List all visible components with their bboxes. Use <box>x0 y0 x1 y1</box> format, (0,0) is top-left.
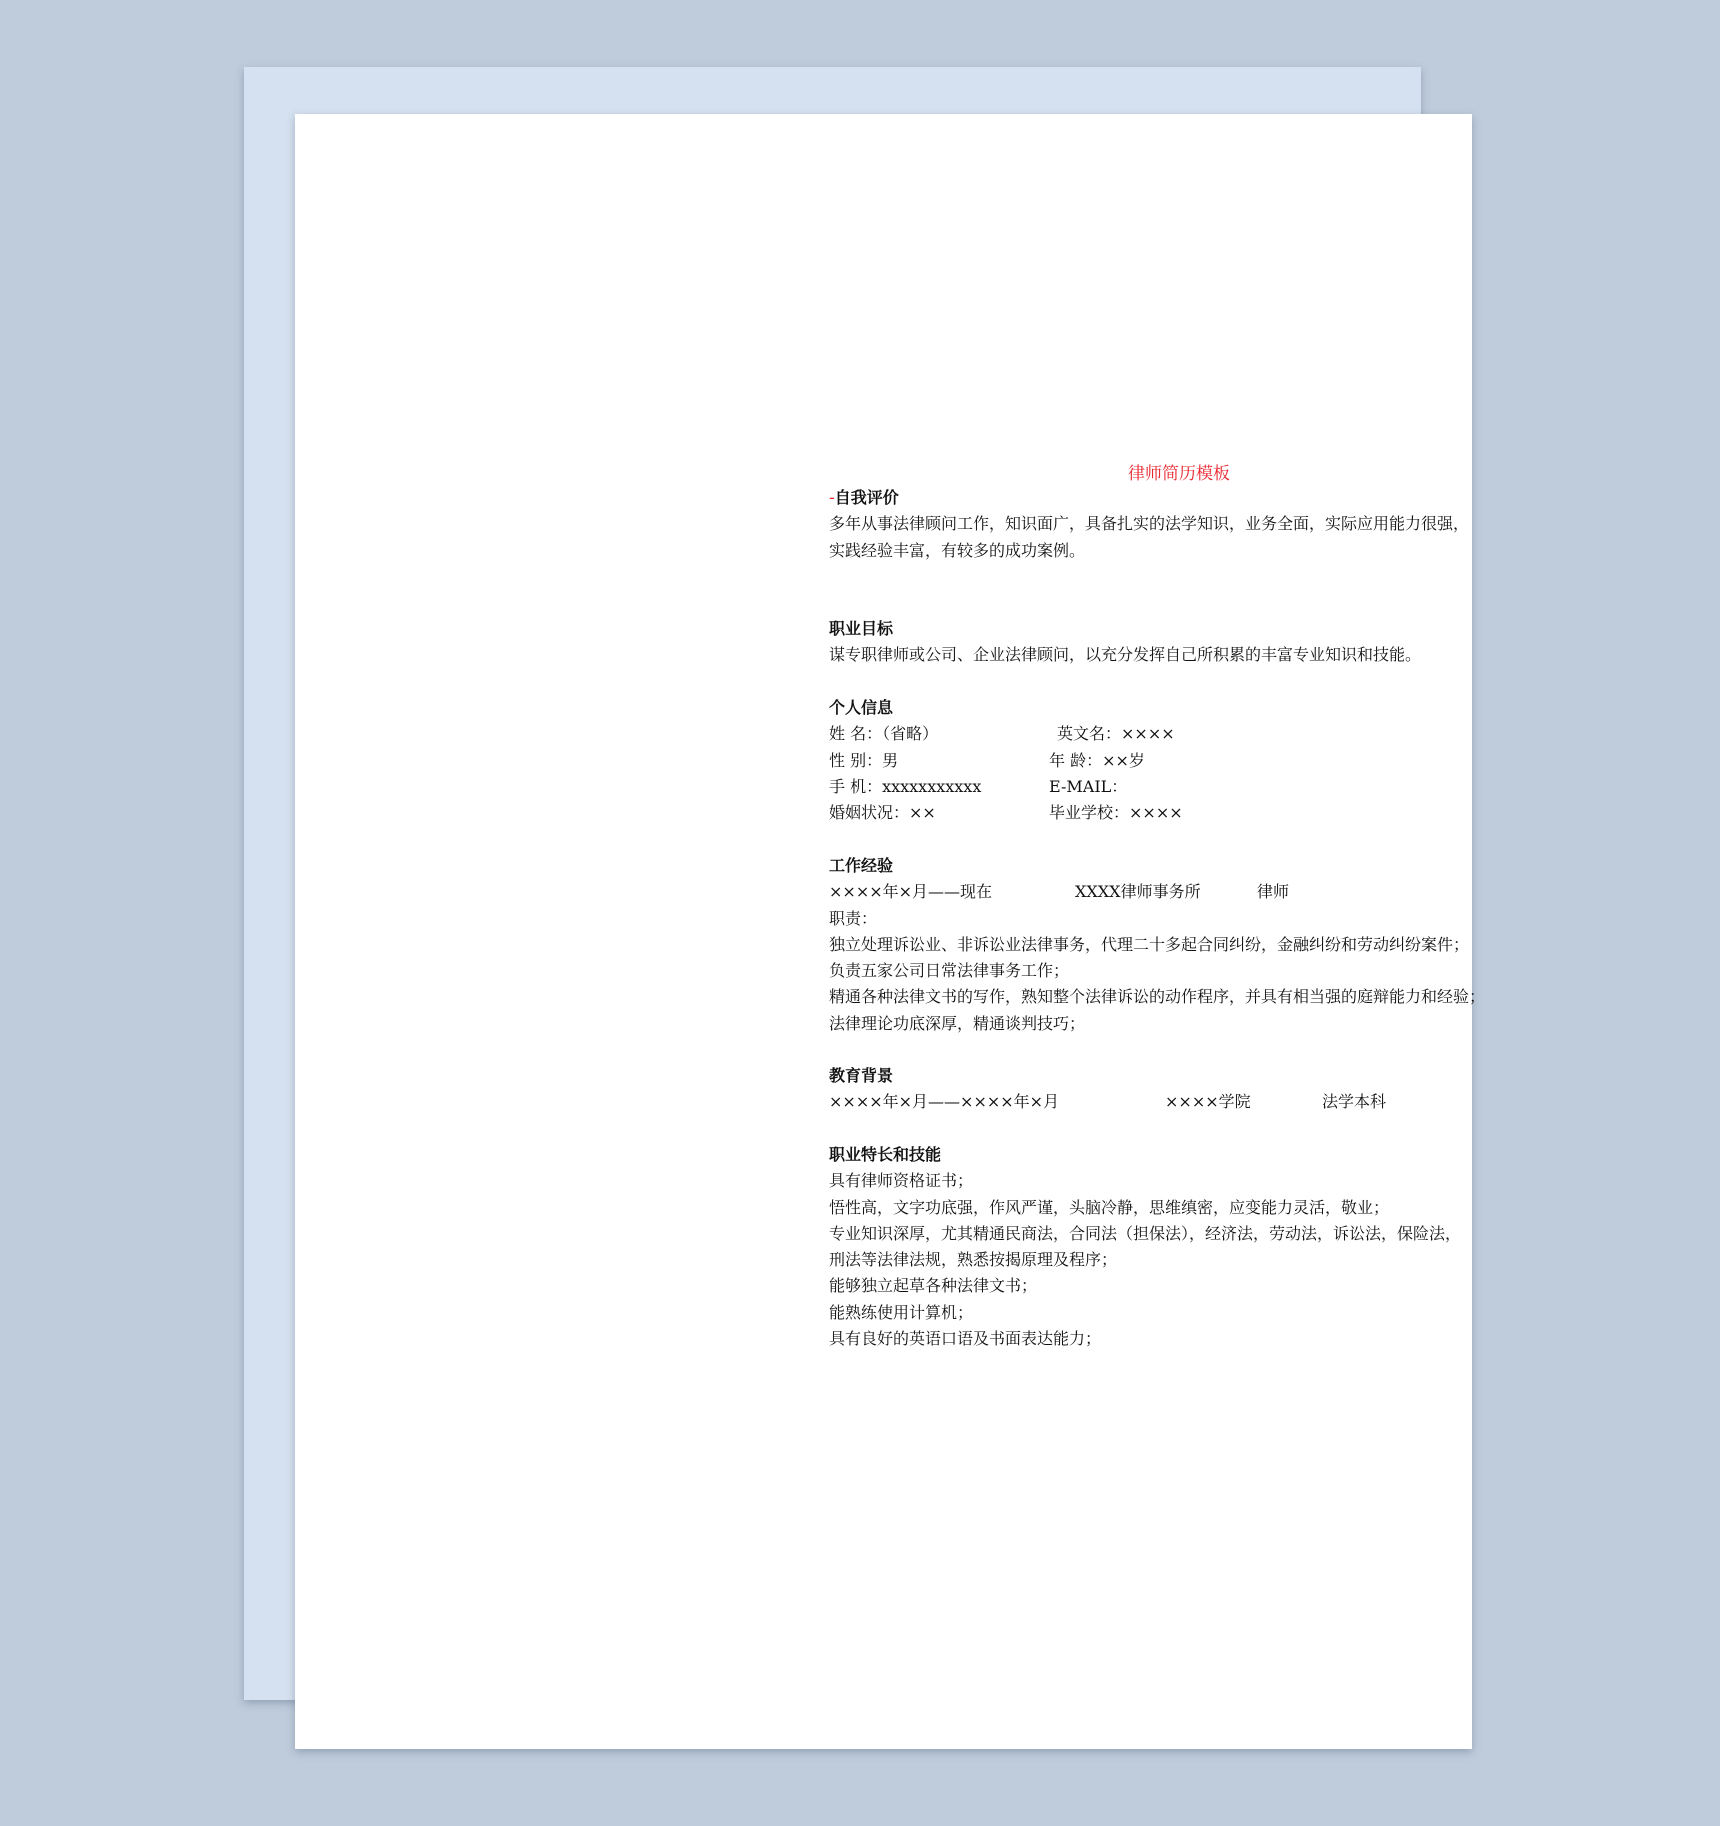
work-period: ××××年×月——现在 <box>829 882 993 902</box>
info-field-english-name: 英文名：×××× <box>1057 724 1175 744</box>
education-school: ××××学院 <box>1165 1092 1251 1112</box>
section-heading: 职业特长和技能 <box>829 1145 942 1164</box>
self-evaluation-section <box>829 485 1549 564</box>
section-heading: 个人信息 <box>829 698 894 717</box>
info-field-phone: 手 机：xxxxxxxxxxx <box>829 776 982 796</box>
career-goal-section <box>829 616 1549 669</box>
info-field-email: E-MAIL： <box>1049 776 1128 796</box>
paragraph-line: 谋专职律师或公司、企业法律顾问，以充分发挥自己所积累的丰富专业知识和技能。 <box>829 645 1422 665</box>
info-field-school: 毕业学校：×××× <box>1049 803 1183 823</box>
skill-line: 能够独立起草各种法律文书； <box>829 1276 1038 1296</box>
section-heading <box>829 485 1549 511</box>
work-experience-section <box>829 853 1549 1037</box>
work-position: 律师 <box>1257 882 1290 902</box>
info-row <box>829 800 1549 826</box>
work-entry <box>829 879 1549 905</box>
info-field-name: 姓 名：（省略） <box>829 724 939 744</box>
skill-line: 具有良好的英语口语及书面表达能力； <box>829 1329 1102 1349</box>
section-heading: 职业目标 <box>829 619 894 638</box>
document-page <box>295 114 1486 1749</box>
duty-label: 职责： <box>829 908 878 928</box>
education-period: ××××年×月——××××年×月 <box>829 1092 1060 1112</box>
education-major: 法学本科 <box>1322 1092 1387 1112</box>
work-firm: XXXX律师事务所 <box>1075 882 1201 902</box>
education-section <box>829 1063 1549 1116</box>
heading-marker: - <box>829 488 835 507</box>
info-row <box>829 774 1549 800</box>
skill-line: 具有律师资格证书； <box>829 1171 974 1191</box>
info-row <box>829 748 1549 774</box>
paragraph-line: 多年从事法律顾问工作，知识面广，具备扎实的法学知识，业务全面，实际应用能力很强， <box>829 514 1470 534</box>
skill-line: 专业知识深厚，尤其精通民商法，合同法（担保法），经济法，劳动法，诉讼法，保险法， <box>829 1223 1462 1243</box>
paragraph-line: 实践经验丰富，有较多的成功案例。 <box>829 540 1086 560</box>
info-field-gender: 性 别：男 <box>829 750 899 770</box>
document-title: 律师简历模板 <box>1128 464 1230 484</box>
info-row <box>829 721 1549 747</box>
duty-line: 负责五家公司日常法律事务工作； <box>829 961 1070 981</box>
duty-line: 精通各种法律文书的写作，熟知整个法律诉讼的动作程序，并具有相当强的庭辩能力和经验； <box>829 987 1486 1007</box>
skill-line: 悟性高，文字功底强，作风严谨，头脑冷静，思维缜密，应变能力灵活，敬业； <box>829 1197 1390 1217</box>
section-heading: 教育背景 <box>829 1066 894 1085</box>
heading-text: 自我评价 <box>834 488 899 507</box>
skill-line: 能熟练使用计算机； <box>829 1302 974 1322</box>
duty-line: 独立处理诉讼业、非诉讼业法律事务，代理二十多起合同纠纷，金融纠纷和劳动纠纷案件； <box>829 934 1470 954</box>
info-field-marital-status: 婚姻状况：×× <box>829 803 936 823</box>
section-heading: 工作经验 <box>829 856 894 875</box>
education-entry <box>829 1089 1549 1115</box>
duty-line: 法律理论功底深厚，精通谈判技巧； <box>829 1013 1086 1033</box>
skills-section <box>829 1142 1549 1352</box>
personal-info-section <box>829 695 1549 826</box>
info-field-age: 年 龄：××岁 <box>1049 750 1145 770</box>
skill-line: 刑法等法律法规，熟悉按揭原理及程序； <box>829 1250 1118 1270</box>
